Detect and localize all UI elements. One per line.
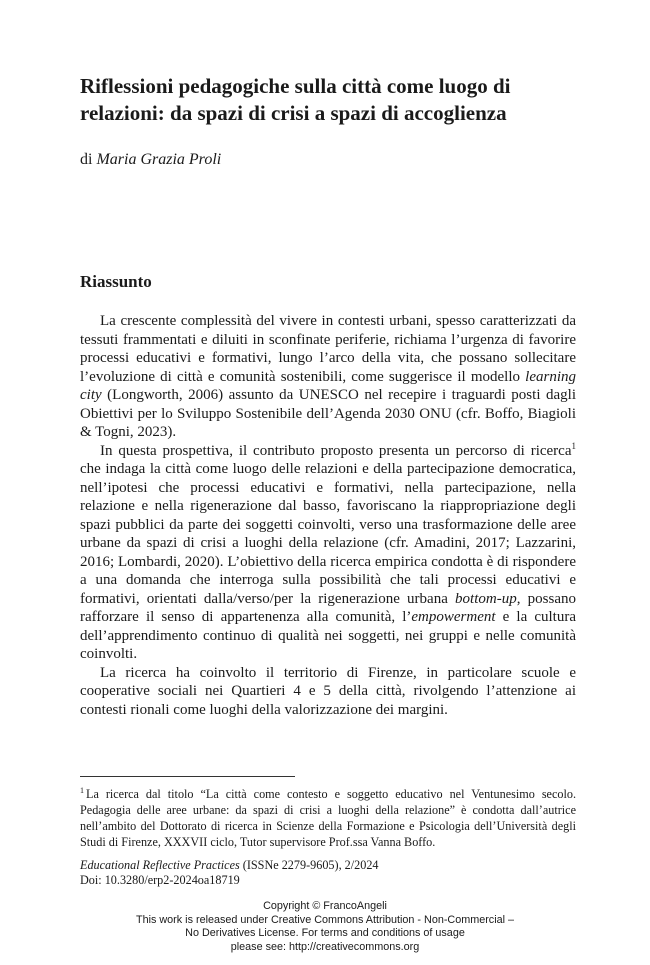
abstract-paragraph-1 <box>80 312 576 442</box>
author-name: Maria Grazia Proli <box>96 151 222 168</box>
footnote-text: La ricerca dal titolo “La città come contesto e soggetto educativo nel Ventunesimo secolo. Pedagogia delle aree urbane: da spazi di crisi a luoghi della relazione” è condotta dall’autrice nell’ambito del Dottorato di ricerca in Scienze della Formazione e Psicologia dell’Università degli Studi di Firenze, XXXVII ciclo, Tutor supervisore Prof.ssa Vanna Boffo. <box>80 787 576 849</box>
abstract-p2-italic-bottom-up: bottom-up <box>455 590 517 607</box>
footnote <box>80 786 576 850</box>
journal-doi[interactable]: Doi: 10.3280/erp2-2024oa18719 <box>80 873 240 887</box>
abstract-paragraph-2 <box>80 442 576 664</box>
license-line-2: This work is released under Creative Commons Attribution - Non-Commercial – <box>135 913 515 926</box>
footnote-reference-mark[interactable]: 1 <box>571 440 576 451</box>
journal-citation <box>80 858 576 873</box>
author-line <box>80 150 221 170</box>
abstract-p2-text-d: , possano rafforzare il senso di appartenenza alla comunità, l’ <box>80 590 576 625</box>
footnote-separator <box>80 776 295 777</box>
abstract-p1-text-c: (Longworth, 2006) assunto da UNESCO nel recepire i traguardi posti dagli Obiettivi per lo Sviluppo Sostenibile dell’Agenda 2030 ONU (cfr. Boffo, Biagioli & Togni, 2023). <box>80 387 576 440</box>
abstract-p2-italic-empowerment: empowerment <box>411 609 496 625</box>
license-notice <box>60 900 590 954</box>
journal-issn-issue: (ISSNe 2279-9605), 2/2024 <box>239 858 379 872</box>
author-prefix: di <box>80 151 93 168</box>
abstract-p2-text-a: In questa prospettiva, il contributo proposto presenta un percorso di ricerca <box>100 442 572 459</box>
abstract-body <box>80 312 576 719</box>
abstract-p1-text-a: La crescente complessità del vivere in contesti urbani, spesso caratterizzati da tessuti frammentati e diluiti in sconfinate periferie, richiama l’urgenza di favorire processi educativi e formativi, lungo l’arco della vita, che possano sollecitare l’evoluzione di città e comunità sostenibili, come suggerisce il modello <box>80 313 576 385</box>
journal-name: Educational Reflective Practices <box>80 858 240 872</box>
abstract-heading: Riassunto <box>80 272 152 291</box>
abstract-p2-text-f: e la cultura dell’apprendimento continuo di qualità nei soggetti, nei gruppi e nelle comunità coinvolti. <box>80 609 576 662</box>
license-url-line[interactable]: please see: http://creativecommons.org <box>230 940 420 953</box>
abstract-p1-italic-learning-city: learning city <box>80 368 576 403</box>
footnote-mark: 1 <box>80 785 84 795</box>
abstract-paragraph-3: La ricerca ha coinvolto il territorio di Firenze, in particolare scuole e cooperative sociali nei Quartieri 4 e 5 della città, rivolgendo l’attenzione ai contesti rionali come luoghi della valorizzazione dei margini. <box>80 664 576 718</box>
abstract-p2-text-b: che indaga la città come luogo delle relazioni e della partecipazione democratica, nell’ipotesi che processi educativi e formativi, nella partecipazione, nella relazione e nella rigenerazione dal basso, favoriscano la riappropriazione degli spazi pubblici da parte dei soggetti coinvolti, verso una trasformazione delle aree urbane da spazi di crisi a luoghi della relazione (cfr. Amadini, 2017; Lazzarini, 2016; Lombardi, 2020). L’obiettivo della ricerca empirica condotta è di rispondere a una domanda che interroga sulla possibilità che tali processi educativi e formativi, orientati dalla/verso/per la rigenerazione urbana <box>80 461 576 607</box>
article-title: Riflessioni pedagogiche sulla città come luogo di relazioni: da spazi di crisi a spazi di accoglienza <box>80 74 511 125</box>
license-line-3: No Derivatives License. For terms and conditions of usage <box>185 927 465 939</box>
copyright-line: Copyright © FrancoAngeli <box>263 900 387 912</box>
journal-info <box>80 858 576 888</box>
